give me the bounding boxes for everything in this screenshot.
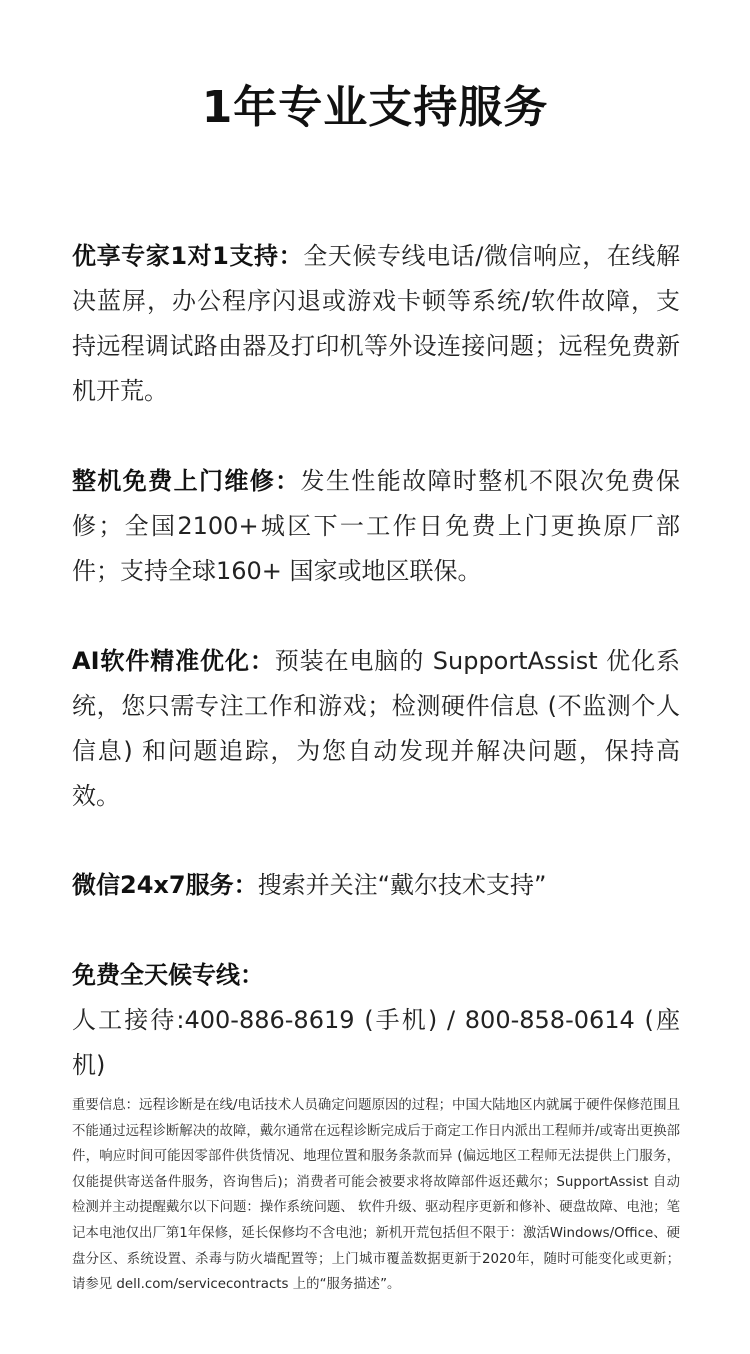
wechat-service-section <box>72 863 680 908</box>
expert-support-section <box>72 234 680 414</box>
expert-support-text: 全天候专线电话/微信响应，在线解决蓝屏，办公程序闪退或游戏卡顿等系统/软件故障，支持远程调试路由器及打印机等外设连接问题；远程免费新机开荒。 <box>72 242 680 405</box>
hotline-section <box>72 953 680 1088</box>
ai-optimization-section <box>72 639 680 819</box>
ai-optimization-text: 预装在电脑的 SupportAssist 优化系统，您只需专注工作和游戏；检测硬件信息 (不监测个人信息) 和问题追踪，为您自动发现并解决问题，保持高效。 <box>72 647 681 810</box>
onsite-repair-label: 整机免费上门维修： <box>72 467 301 495</box>
wechat-service-text: 搜索并关注“戴尔技术支持” <box>257 871 547 899</box>
expert-support-label: 优享专家1对1支持： <box>72 242 304 270</box>
onsite-repair-text: 发生性能故障时整机不限次免费保修；全国2100+城区下一工作日免费上门更换原厂部件；支持全球160+ 国家或地区联保。 <box>72 467 681 585</box>
page-title: 1年专业支持服务 <box>201 82 549 133</box>
important-notice: 重要信息：远程诊断是在线/电话技术人员确定问题原因的过程；中国大陆地区内就属于硬件保修范围且不能通过远程诊断解决的故障，戴尔通常在远程诊断完成后于商定工作日内派出工程师并/或寄出更换部件，响应时间可能因零部件供货情况、地理位置和服务条款而异 (偏远地区工程师无法提供上门服务，仅能提供寄送备件服务，咨询售后)；消费者可能会被要求将故障部件返还戴尔；SupportAssist 自动检测并主动提醒戴尔以下问题：操作系统问题、 软件升级、驱动程序更新和修补、硬盘故障、电池；笔记本电池仅出厂第1年保修，延长保修均不含电池；新机开荒包括但不限于：激活Windows/Office、硬盘分区、系统设置、杀毒与防火墙配置等；上门城市覆盖数据更新于2020年，随时可能变化或更新；请参见 dell.com/servicecontracts 上的“服务描述”。 <box>72 1098 680 1293</box>
hotline-numbers: 人工接待:400-886-8619 (手机) / 800-858-0614 (座机) <box>72 1006 680 1079</box>
hotline-label: 免费全天候专线： <box>72 961 264 989</box>
onsite-repair-section <box>72 459 680 594</box>
ai-optimization-label: AI软件精准优化： <box>72 647 275 675</box>
wechat-service-label: 微信24x7服务： <box>72 871 258 899</box>
